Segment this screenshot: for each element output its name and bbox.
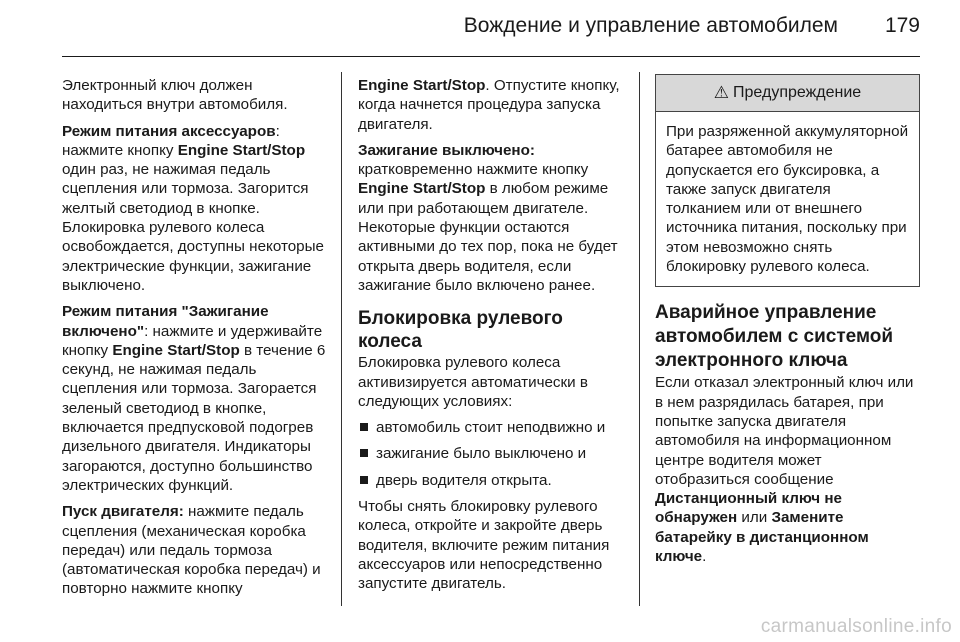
text: нажмите педаль сцепления (механическая коробка передач) или педаль тормоза (автоматическая коробка передач) и повторно нажмите кнопку (62, 503, 321, 598)
bullet-square-icon (360, 449, 368, 457)
button-name: Engine Start/Stop (177, 141, 306, 159)
list-item-text: дверь водителя открыта. (376, 471, 552, 489)
steering-lock-intro: Блокировка рулевого колеса активизируется автоматически в следующих условиях: (358, 354, 588, 410)
warning-title: Предупреждение (733, 84, 862, 102)
paragraph-ignition-off (358, 141, 626, 295)
column-divider-1 (341, 72, 342, 606)
engine-start-label: Пуск двигателя: (62, 503, 184, 521)
list-item (358, 471, 626, 490)
header-rule (62, 56, 920, 57)
column-1 (62, 76, 330, 606)
warning-icon: ⚠ (713, 83, 730, 103)
page-header (0, 0, 960, 58)
bullet-square-icon (360, 423, 368, 431)
bullet-square-icon (360, 476, 368, 484)
text: : нажмите и удерживайте кнопку (62, 322, 323, 359)
watermark: carmanualsonline.info (760, 616, 952, 637)
button-name: Engine Start/Stop (112, 341, 240, 359)
conditions-list (358, 418, 626, 490)
accessory-mode-label: Режим питания аксессуаров (62, 122, 276, 140)
header-title: Вождение и управление автомобилем (463, 14, 838, 37)
paragraph-ignition-on (62, 302, 330, 495)
text: . (702, 548, 707, 566)
paragraph-emergency (655, 373, 920, 566)
page-number: 179 (884, 14, 920, 37)
button-name: Engine Start/Stop (358, 180, 486, 198)
column-3 (655, 76, 920, 573)
column-divider-2 (639, 72, 640, 606)
text: Если отказал электронный ключ или в нем разрядилась батарея, при попытке запуска двигателя автомобиля на информационном центре водителя может отобразиться сообщение (655, 374, 914, 488)
list-item-text: зажигание было выключено и (376, 445, 587, 463)
paragraph-continued (358, 76, 626, 134)
list-item-text: автомобиль стоит неподвижно и (376, 419, 606, 437)
paragraph-unlock: Чтобы снять блокировку рулевого колеса, откройте и закройте дверь водителя, включите режим питания аксессуаров или непосредственно запустите двигатель. (358, 498, 610, 593)
text: или (737, 509, 772, 527)
paragraph-accessory-mode (62, 122, 330, 296)
emergency-heading: Аварийное управление автомобилем с системой электронного ключа (655, 302, 894, 372)
paragraph-key-inside: Электронный ключ должен находиться внутри автомобиля. (62, 77, 288, 114)
warning-text: При разряженной аккумуляторной батарее автомобиля не допускается его буксировка, а также запуск двигателя толканием или от внешнего источника питания, поскольку при этом невозможно снять блокировку рулевого колеса. (666, 123, 909, 276)
text: один раз, не нажимая педаль сцепления или тормоза. Загорится желтый светодиод в кнопке. Блокировка рулевого колеса освобождается, доступны некоторые электрические функции, зажигание выключено. (62, 161, 324, 294)
text: кратковременно нажмите кнопку (358, 161, 589, 179)
column-2 (358, 76, 626, 601)
warning-box (655, 74, 920, 287)
message-key-not-detected: Дистанционный ключ не обнаружен (655, 490, 842, 527)
list-item (358, 418, 626, 437)
list-item (358, 444, 626, 463)
paragraph-engine-start (62, 502, 330, 598)
warning-header (656, 75, 919, 112)
text: в любом режиме или при работающем двигателе. Некоторые функции остаются активными до тех пор, пока не будет открыта дверь водителя, если зажигание было включено ранее. (358, 180, 618, 294)
ignition-off-label: Зажигание выключено: (358, 141, 535, 159)
text: : нажмите кнопку (62, 122, 280, 159)
text: в течение 6 секунд, не нажимая педаль сцепления или тормоза. Загорается зеленый светодиод в кнопке, включается предпусковой подогрев дизельного двигателя. Индикаторы загораются, доступно большинство электрических функций. (62, 341, 326, 494)
message-replace-battery: Замените батарейку в дистанционном ключе (655, 509, 869, 566)
steering-lock-heading: Блокировка рулевого колеса (358, 308, 563, 353)
button-name: Engine Start/Stop (358, 77, 486, 94)
text: . Отпустите кнопку, когда начнется процедура запуска двигателя. (358, 77, 620, 133)
ignition-on-label: Режим питания "Зажигание включено" (62, 303, 269, 340)
